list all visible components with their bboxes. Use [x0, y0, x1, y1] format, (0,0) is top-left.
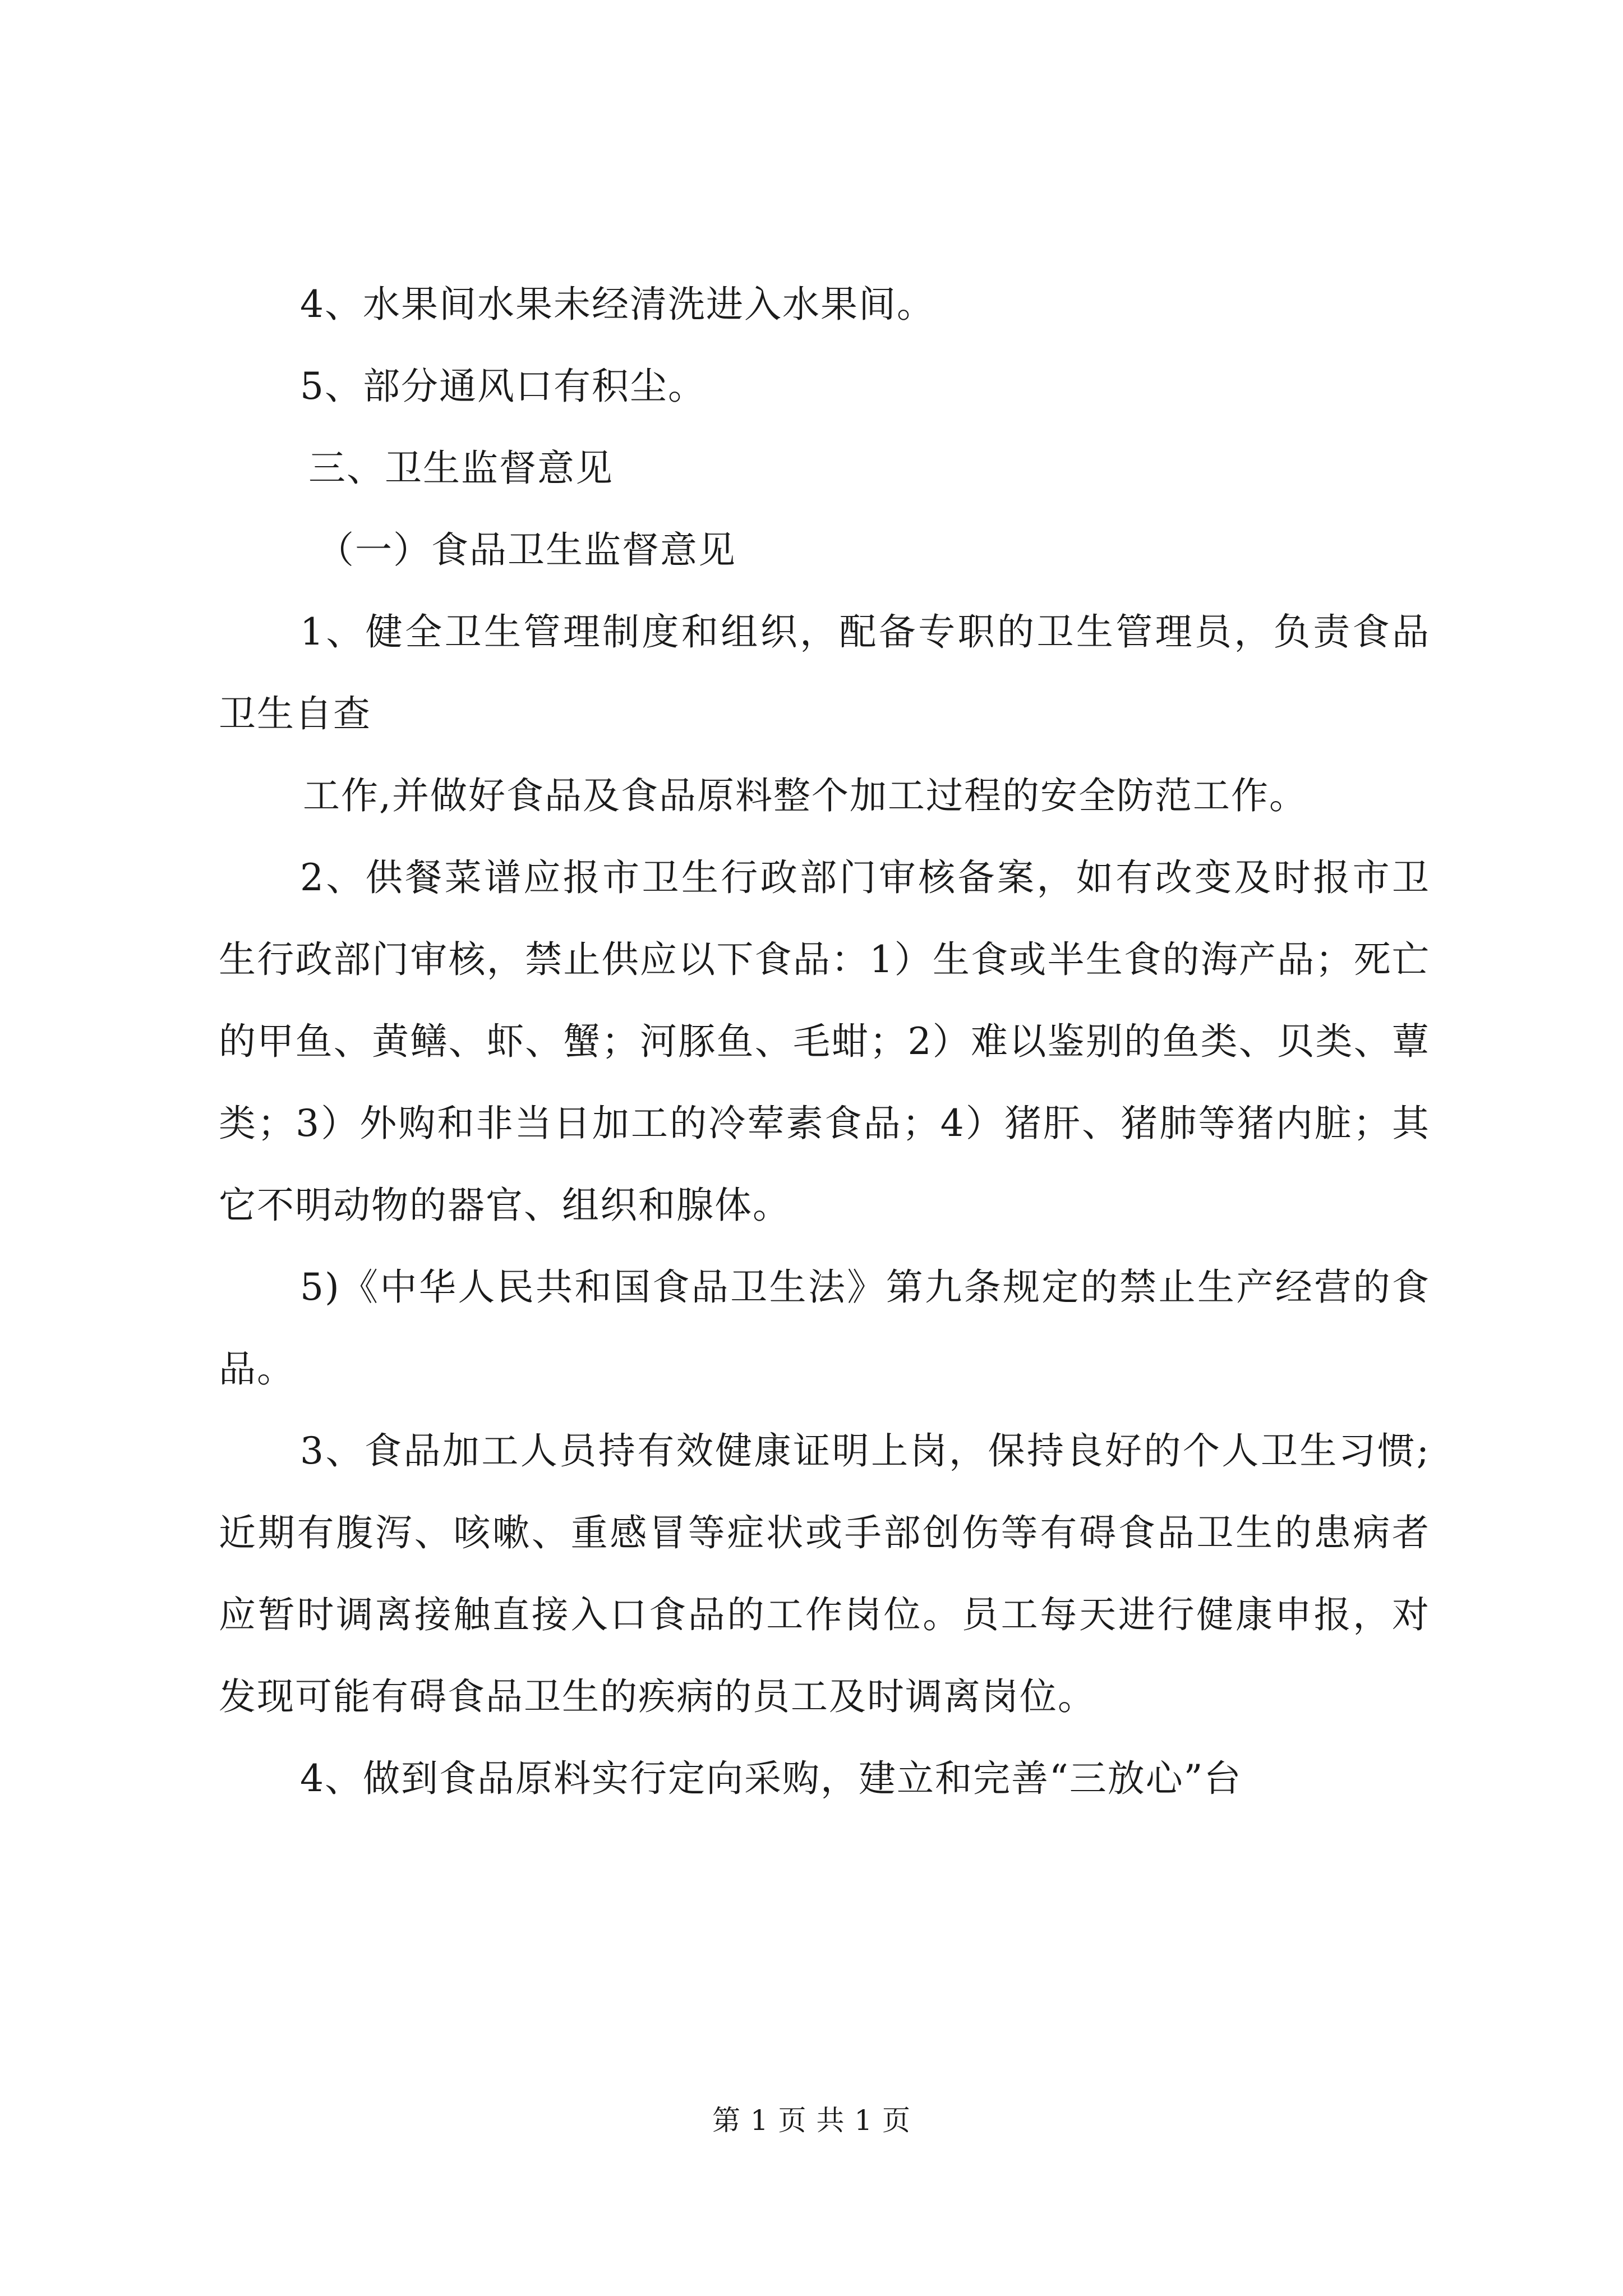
paragraph-item-3: 3、食品加工人员持有效健康证明上岗，保持良好的个人卫生习惯; 近期有腹泻、咳嗽、重感冒等症状或手部创伤等有碍食品卫生的患病者应暂时调离接触直接入口食品的工作岗位。员工每天进行健康申报，对发现可能有碍食品卫生的疾病的员工及时调离岗位。	[219, 1429, 1430, 1718]
paragraph-item-4-procurement: 4、做到食品原料实行定向采购，建立和完善“三放心”台	[300, 1757, 1242, 1800]
paragraph-item-4: 4、水果间水果未经清洗进入水果间。	[300, 283, 935, 326]
paragraph-item-5: 5、部分通风口有积尘。	[300, 365, 706, 408]
paragraph-item-2: 2、供餐菜谱应报市卫生行政部门审核备案，如有改变及时报市卫生行政部门审核，禁止供应以下食品：1）生食或半生食的海产品；死亡的甲鱼、黄鳝、虾、蟹；河豚鱼、毛蚶；2）难以鉴别的鱼类、贝类、蕈类；3）外购和非当日加工的冷荤素食品；4）猪肝、猪肺等猪内脏；其它不明动物的器官、组织和腺体。	[219, 856, 1430, 1227]
paragraph-item-1: 1、健全卫生管理制度和组织，配备专职的卫生管理员，负责食品卫生自查	[219, 610, 1430, 735]
subsection-heading: （一）食品卫生监督意见	[317, 528, 736, 572]
page-footer: 第 1 页 共 1 页	[712, 2104, 911, 2137]
paragraph-continuation: 工作,并做好食品及食品原料整个加工过程的安全防范工作。	[303, 774, 1307, 817]
document-body	[219, 264, 1430, 1820]
paragraph-item-2-5: 5)《中华人民共和国食品卫生法》第九条规定的禁止生产经营的食品。	[219, 1266, 1430, 1391]
section-heading: 三、卫生监督意见	[308, 447, 614, 490]
